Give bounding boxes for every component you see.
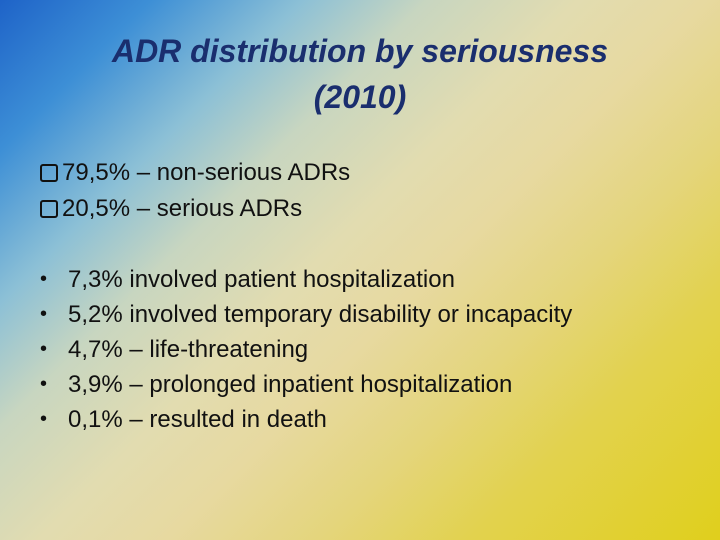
breakdown-item [40,402,680,437]
dot-bullet: • [40,268,48,290]
square-bullet-icon [40,164,58,182]
breakdown-item-text: 0,1% – resulted in death [68,405,327,433]
summary-item [40,155,680,191]
breakdown-item [40,332,680,367]
breakdown-list [40,262,680,437]
breakdown-item [40,297,680,332]
breakdown-item-text: 5,2% involved temporary disability or incapacity [68,300,573,328]
slide-title-line-1: ADR distribution by seriousness [111,33,609,69]
square-bullet-icon [40,200,58,218]
summary-list [40,155,680,227]
summary-item-text: 20,5% – serious ADRs [62,195,303,222]
dot-bullet: • [40,408,48,430]
slide-title [40,28,680,120]
dot-bullet: • [40,373,48,395]
breakdown-item-text: 4,7% – life-threatening [68,335,309,363]
slide-title-line-2: (2010) [313,79,407,115]
breakdown-item [40,262,680,297]
summary-item-text: 79,5% – non-serious ADRs [62,159,351,186]
summary-item [40,191,680,227]
breakdown-item-text: 3,9% – prolonged inpatient hospitalization [68,370,513,398]
dot-bullet: • [40,338,48,360]
breakdown-item-text: 7,3% involved patient hospitalization [68,265,455,293]
dot-bullet: • [40,303,48,325]
breakdown-item [40,367,680,402]
